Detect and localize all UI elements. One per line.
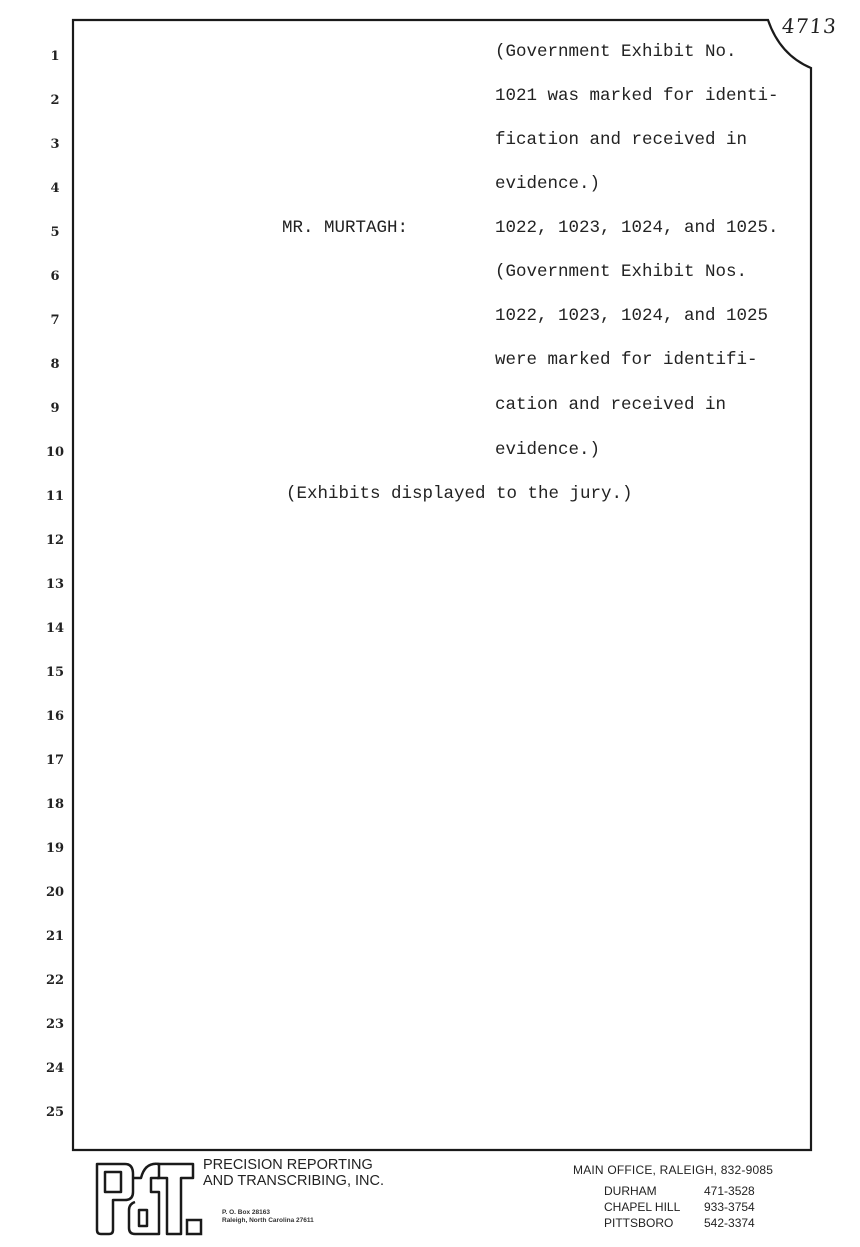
office-row [604, 1216, 755, 1230]
line-number: 24 [45, 1061, 65, 1076]
office-city: DURHAM [604, 1184, 657, 1198]
company-logo [95, 1158, 205, 1238]
company-address [222, 1209, 314, 1225]
transcript-line: 1022, 1023, 1024, and 1025 [495, 306, 769, 326]
transcript-line: evidence.) [495, 440, 601, 460]
transcript-line: (Government Exhibit No. [495, 42, 737, 62]
line-number: 13 [45, 577, 65, 592]
transcript-line: cation and received in [495, 395, 727, 415]
line-number: 18 [45, 797, 65, 812]
address-line1: P. O. Box 28163 [222, 1209, 270, 1216]
line-number: 21 [45, 929, 65, 944]
line-number: 6 [50, 269, 60, 284]
office-phone: 471-3528 [704, 1184, 755, 1198]
line-number: 8 [50, 357, 60, 372]
transcript-line: 1021 was marked for identi- [495, 86, 779, 106]
line-number: 7 [50, 313, 60, 328]
line-number: 19 [45, 841, 65, 856]
line-number: 25 [45, 1105, 65, 1120]
line-number: 1 [50, 49, 60, 64]
line-number: 16 [45, 709, 65, 724]
transcript-line: 1022, 1023, 1024, and 1025. [495, 218, 779, 238]
company-name-line1: PRECISION REPORTING [203, 1157, 373, 1173]
line-number: 2 [50, 93, 60, 108]
line-number: 22 [45, 973, 65, 988]
line-number: 11 [45, 489, 65, 504]
page-number: 4713 [780, 14, 839, 38]
line-number: 12 [45, 533, 65, 548]
company-name [203, 1157, 384, 1189]
line-number: 15 [45, 665, 65, 680]
line-number: 23 [45, 1017, 65, 1032]
line-number: 3 [50, 137, 60, 152]
office-row [604, 1200, 755, 1214]
line-number: 10 [45, 445, 65, 460]
transcript-line: evidence.) [495, 174, 601, 194]
line-number: 4 [50, 181, 60, 196]
line-number: 5 [50, 225, 60, 240]
transcript-line: were marked for identifi- [495, 350, 758, 370]
line-number: 20 [45, 885, 65, 900]
address-line2: Raleigh, North Carolina 27611 [222, 1217, 314, 1224]
office-row [604, 1184, 755, 1198]
company-name-line2: AND TRANSCRIBING, INC. [203, 1173, 385, 1189]
office-phone: 542-3374 [704, 1216, 755, 1230]
office-phone: 933-3754 [704, 1200, 755, 1214]
line-number: 17 [45, 753, 65, 768]
speaker-label: MR. MURTAGH: [282, 218, 409, 238]
office-city: CHAPEL HILL [604, 1200, 681, 1214]
line-number: 14 [45, 621, 65, 636]
line-number: 9 [50, 401, 60, 416]
transcript-line: (Exhibits displayed to the jury.) [286, 484, 633, 504]
transcript-line: fication and received in [495, 130, 748, 150]
transcript-line: (Government Exhibit Nos. [495, 262, 748, 282]
main-office: MAIN OFFICE, RALEIGH, 832-9085 [573, 1163, 774, 1177]
office-city: PITTSBORO [604, 1216, 674, 1230]
